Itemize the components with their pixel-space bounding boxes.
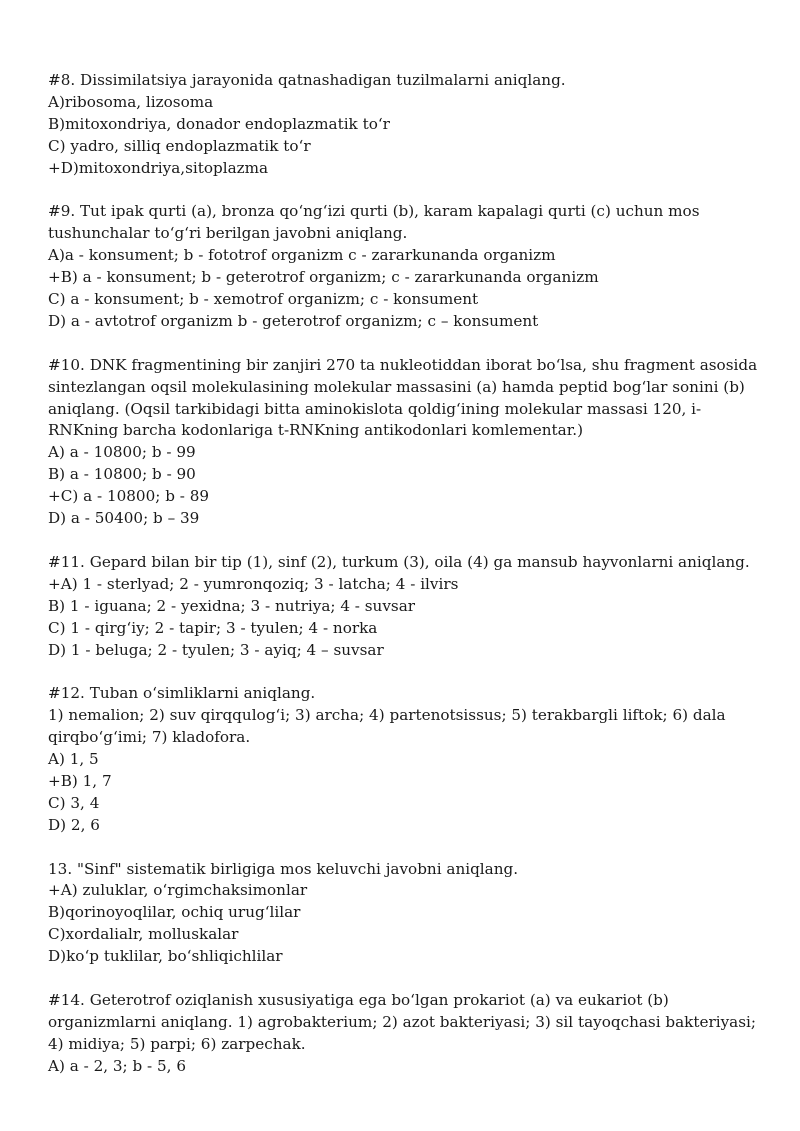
answer-option-a: A) a - 10800; b - 99	[48, 443, 196, 462]
answer-option-c: +C) a - 10800; b - 89	[48, 487, 210, 506]
question-9	[48, 201, 760, 332]
answer-option-a: A)ribosoma, lizosoma	[48, 92, 214, 111]
answer-option-b: B) a - 10800; b - 90	[48, 465, 196, 484]
answer-option-d: D)ko‘p tuklilar, bo‘shliqichlilar	[48, 947, 283, 966]
question-text: #11. Gepard bilan bir tip (1), sinf (2), turkum (3), oila (4) ga mansub hayvonlarni aniqlang.	[48, 552, 750, 571]
answer-option-c: C) yadro, silliq endoplazmatik to‘r	[48, 136, 311, 155]
answer-option-b: B) 1 - iguana; 2 - yexidna; 3 - nutriya; 4 - suvsar	[48, 596, 416, 615]
question-11	[48, 552, 760, 662]
question-text: 13. "Sinf" sistematik birligiga mos keluvchi javobni aniqlang.	[48, 859, 519, 878]
answer-option-a: A) a - 2, 3; b - 5, 6	[48, 1056, 186, 1075]
question-text: #8. Dissimilatsiya jarayonida qatnashadigan tuzilmalarni aniqlang.	[48, 71, 566, 89]
answer-option-c: C) a - konsument; b - xemotrof organizm; c - konsument	[48, 290, 479, 309]
answer-option-d: D) a - 50400; b – 39	[48, 509, 200, 528]
answer-option-a: A) 1, 5	[48, 750, 99, 769]
question-12	[48, 683, 760, 836]
question-text: #14. Geterotrof oziqlanish xususiyatiga ega bo‘lgan prokariot (a) va eukariot (b) organizmlarni aniqlang. 1) agrobakterium; 2) azot bakteriyasi; 3) sil tayoqchasi bakteriyasi; 4) midiya; 5) parpi; 6) zarpechak.	[48, 990, 756, 1053]
question-10	[48, 355, 760, 530]
answer-option-c: C)xordalialr, molluskalar	[48, 925, 239, 944]
answer-option-d: D) a - avtotrof organizm b - geterotrof organizm; c – konsument	[48, 311, 539, 330]
answer-option-a: +A) 1 - sterlyad; 2 - yumronqoziq; 3 - latcha; 4 - ilvirs	[48, 574, 459, 593]
answer-option-b: +B) 1, 7	[48, 771, 112, 790]
answer-option-c: C) 1 - qirg‘iy; 2 - tapir; 3 - tyulen; 4 - norka	[48, 618, 378, 637]
answer-option-b: +B) a - konsument; b - geterotrof organizm; c - zararkunanda organizm	[48, 268, 599, 287]
answer-option-a: A)a - konsument; b - fototrof organizm c - zararkunanda organizm	[48, 246, 556, 265]
question-text: #12. Tuban o‘simliklarni aniqlang.	[48, 684, 316, 703]
question-14	[48, 990, 760, 1078]
question-13	[48, 859, 760, 969]
answer-option-a: +A) zuluklar, o‘rgimchaksimonlar	[48, 881, 308, 900]
answer-option-b: B)qorinoyoqlilar, ochiq urug‘lilar	[48, 903, 301, 922]
question-text: #10. DNK fragmentining bir zanjiri 270 ta nukleotiddan iborat bo‘lsa, shu fragment asosida sintezlangan oqsil molekulasining molekular massasini (a) hamda peptid bog‘lar sonini (b) aniqlang. (Oqsil tarkibidagi bitta aminokislota qoldig‘ining molekular massasi 120, i-RNKning barcha kodonlariga t-RNKning antikodonlari komlementar.)	[48, 355, 758, 440]
question-item-list: 1) nemalion; 2) suv qirqqulog‘i; 3) archa; 4) partenotsissus; 5) terakbargli liftok; 6) dala qirqbo‘g‘imi; 7) kladofora.	[48, 706, 726, 747]
answer-option-d: D) 2, 6	[48, 815, 100, 834]
question-8	[48, 70, 760, 180]
answer-option-b: B)mitoxondriya, donador endoplazmatik to‘r	[48, 114, 390, 133]
answer-option-d: +D)mitoxondriya,sitoplazma	[48, 158, 269, 177]
answer-option-d: D) 1 - beluga; 2 - tyulen; 3 - ayiq; 4 – suvsar	[48, 640, 384, 659]
question-text: #9. Tut ipak qurti (a), bronza qo‘ng‘izi qurti (b), karam kapalagi qurti (c) uchun mos tushunchalar to‘g‘ri berilgan javobni aniqlang.	[48, 202, 700, 243]
answer-option-c: C) 3, 4	[48, 793, 100, 812]
